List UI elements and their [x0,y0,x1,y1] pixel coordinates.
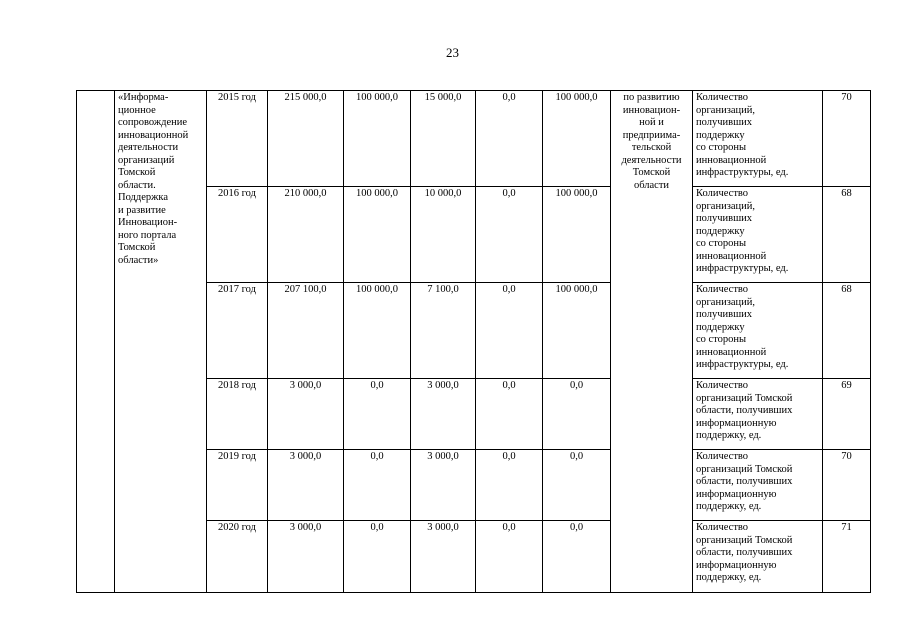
indicator-value-cell: 68 [823,187,871,283]
indicator-cell: Количество организаций Томской области, получивших информационную поддержку, ед. [693,379,823,450]
local-cell: 0,0 [476,91,543,187]
total-cell: 215 000,0 [268,91,344,187]
indicator-cell: Количество организаций Томской области, получивших информационную поддержку, ед. [693,450,823,521]
other-cell: 0,0 [543,521,611,593]
regional-cell: 3 000,0 [411,521,476,593]
federal-cell: 0,0 [344,450,411,521]
row-number-cell [77,91,115,593]
other-cell: 0,0 [543,379,611,450]
regional-cell: 15 000,0 [411,91,476,187]
other-cell: 100 000,0 [543,283,611,379]
regional-cell: 7 100,0 [411,283,476,379]
executor-cell: по развитию инновацион- ной и предприима- тельской деятельности Томской области [611,91,693,593]
federal-cell: 100 000,0 [344,283,411,379]
indicator-value-cell: 69 [823,379,871,450]
indicator-value-cell: 70 [823,91,871,187]
local-cell: 0,0 [476,379,543,450]
indicator-cell: Количество организаций, получивших поддержку со стороны инновационной инфраструктуры, ед. [693,91,823,187]
other-cell: 0,0 [543,450,611,521]
total-cell: 3 000,0 [268,450,344,521]
year-cell: 2016 год [207,187,268,283]
table-row [77,91,871,187]
year-cell: 2019 год [207,450,268,521]
program-table [76,90,871,593]
federal-cell: 0,0 [344,521,411,593]
local-cell: 0,0 [476,187,543,283]
total-cell: 210 000,0 [268,187,344,283]
total-cell: 3 000,0 [268,379,344,450]
local-cell: 0,0 [476,283,543,379]
regional-cell: 3 000,0 [411,379,476,450]
federal-cell: 100 000,0 [344,91,411,187]
indicator-value-cell: 70 [823,450,871,521]
federal-cell: 100 000,0 [344,187,411,283]
total-cell: 207 100,0 [268,283,344,379]
regional-cell: 3 000,0 [411,450,476,521]
total-cell: 3 000,0 [268,521,344,593]
indicator-value-cell: 71 [823,521,871,593]
indicator-value-cell: 68 [823,283,871,379]
page-number: 23 [446,45,459,60]
regional-cell: 10 000,0 [411,187,476,283]
indicator-cell: Количество организаций, получивших поддержку со стороны инновационной инфраструктуры, ед. [693,283,823,379]
other-cell: 100 000,0 [543,91,611,187]
year-cell: 2020 год [207,521,268,593]
measure-name-cell: «Информа- ционное сопровождение инновационной деятельности организаций Томской области. Поддержка и развитие Инновацион- ного портала Томской области» [115,91,207,593]
year-cell: 2015 год [207,91,268,187]
year-cell: 2018 год [207,379,268,450]
year-cell: 2017 год [207,283,268,379]
indicator-cell: Количество организаций, получивших поддержку со стороны инновационной инфраструктуры, ед. [693,187,823,283]
local-cell: 0,0 [476,450,543,521]
indicator-cell: Количество организаций Томской области, получивших информационную поддержку, ед. [693,521,823,593]
other-cell: 100 000,0 [543,187,611,283]
federal-cell: 0,0 [344,379,411,450]
local-cell: 0,0 [476,521,543,593]
